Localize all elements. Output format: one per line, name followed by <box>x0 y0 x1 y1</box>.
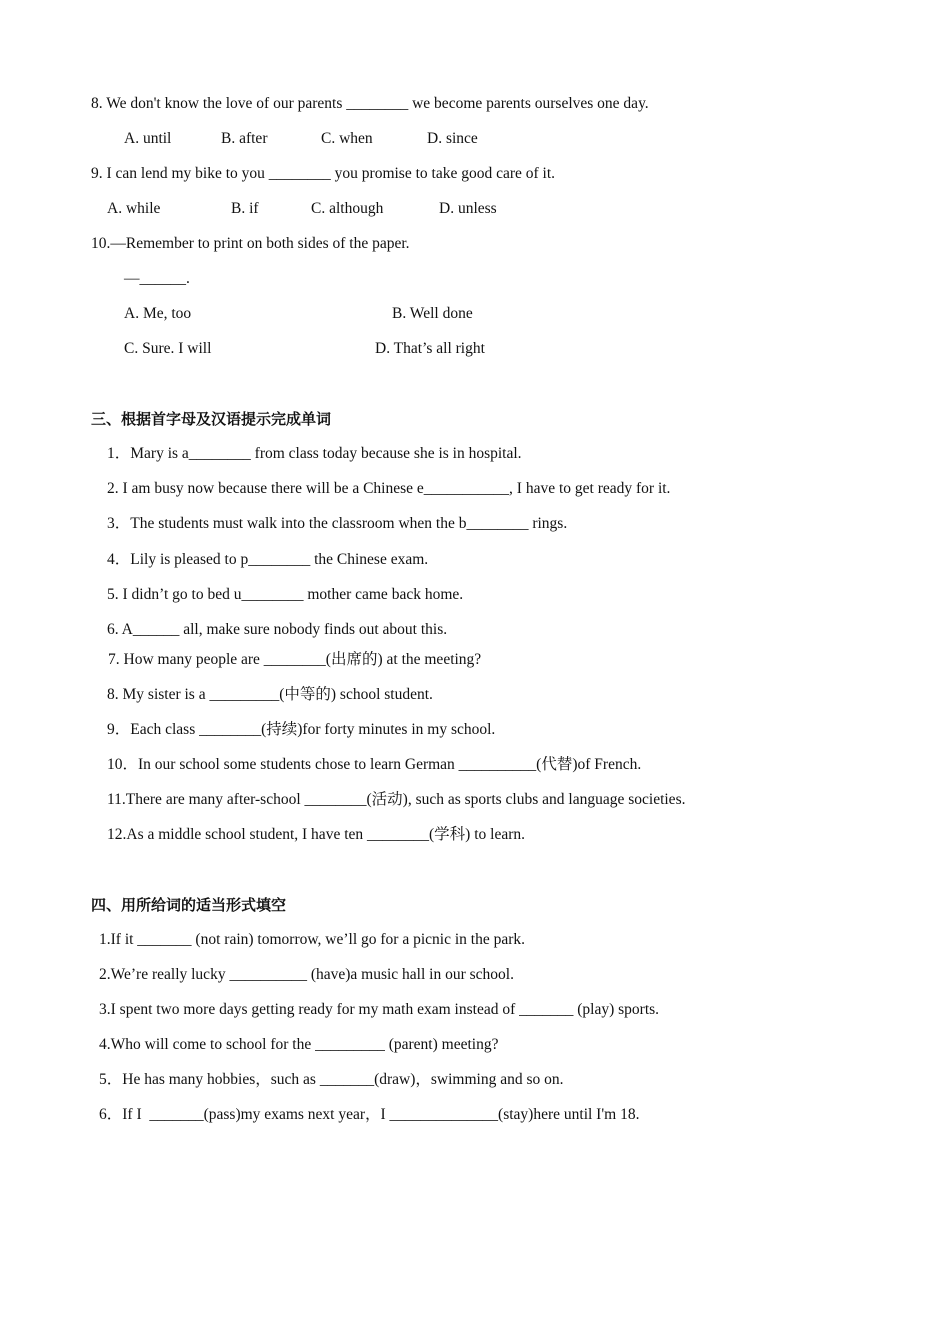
s4-item-2: 2.We’re really lucky __________ (have)a music hall in our school. <box>99 966 514 983</box>
q8-option-b: B. after <box>221 130 268 147</box>
q10-stem: 10.—Remember to print on both sides of the paper. <box>91 235 410 252</box>
q8-option-d: D. since <box>427 130 478 147</box>
s3-item-9: 9．Each class ________(持续)for forty minutes in my school. <box>107 721 496 738</box>
q9-option-c: C. although <box>311 200 384 217</box>
q10-reply: —______. <box>124 270 190 287</box>
q8-stem: 8. We don't know the love of our parents ________ we become parents ourselves one day. <box>91 95 649 112</box>
s3-item-7: 7. How many people are ________(出席的) at the meeting? <box>108 651 482 668</box>
s3-item-8: 8. My sister is a _________(中等的) school student. <box>107 686 433 703</box>
q8-option-a: A. until <box>124 130 172 147</box>
q9-option-b: B. if <box>231 200 259 217</box>
q8-option-c: C. when <box>321 130 373 147</box>
s4-item-5: 5．He has many hobbies，such as _______(draw)，swimming and so on. <box>99 1071 564 1088</box>
s3-item-11: 11.There are many after-school ________(活动), such as sports clubs and language societies. <box>107 791 686 808</box>
section3-title: 三、根据首字母及汉语提示完成单词 <box>91 410 332 428</box>
s4-item-3: 3.I spent two more days getting ready for my math exam instead of _______ (play) sports. <box>99 1001 660 1018</box>
s3-item-6: 6. A______ all, make sure nobody finds out about this. <box>107 621 448 638</box>
s3-item-5: 5. I didn’t go to bed u________ mother came back home. <box>107 586 464 603</box>
q10-option-a: A. Me, too <box>124 305 192 322</box>
s3-item-2: 2. I am busy now because there will be a Chinese e___________, I have to get ready for it. <box>107 480 671 497</box>
s3-item-10: 10．In our school some students chose to learn German __________(代替)of French. <box>107 756 642 773</box>
q9-option-a: A. while <box>107 200 161 217</box>
s4-item-1: 1.If it _______ (not rain) tomorrow, we’ll go for a picnic in the park. <box>99 931 525 948</box>
s3-item-1: 1．Mary is a________ from class today because she is in hospital. <box>107 445 522 462</box>
s4-item-6: 6．If I _______(pass)my exams next year，I ______________(stay)here until I'm 18. <box>99 1106 640 1123</box>
s4-item-4: 4.Who will come to school for the _________ (parent) meeting? <box>99 1036 499 1053</box>
s3-item-3: 3．The students must walk into the classroom when the b________ rings. <box>107 515 568 532</box>
q9-stem: 9. I can lend my bike to you ________ you promise to take good care of it. <box>91 165 556 182</box>
s3-item-4: 4．Lily is pleased to p________ the Chinese exam. <box>107 551 429 568</box>
s3-item-12: 12.As a middle school student, I have ten ________(学科) to learn. <box>107 826 525 843</box>
q9-option-d: D. unless <box>439 200 497 217</box>
q10-option-b: B. Well done <box>392 305 473 322</box>
q10-option-c: C. Sure. I will <box>124 340 212 357</box>
section4-title: 四、用所给词的适当形式填空 <box>91 896 287 914</box>
q10-option-d: D. That’s all right <box>375 340 485 357</box>
